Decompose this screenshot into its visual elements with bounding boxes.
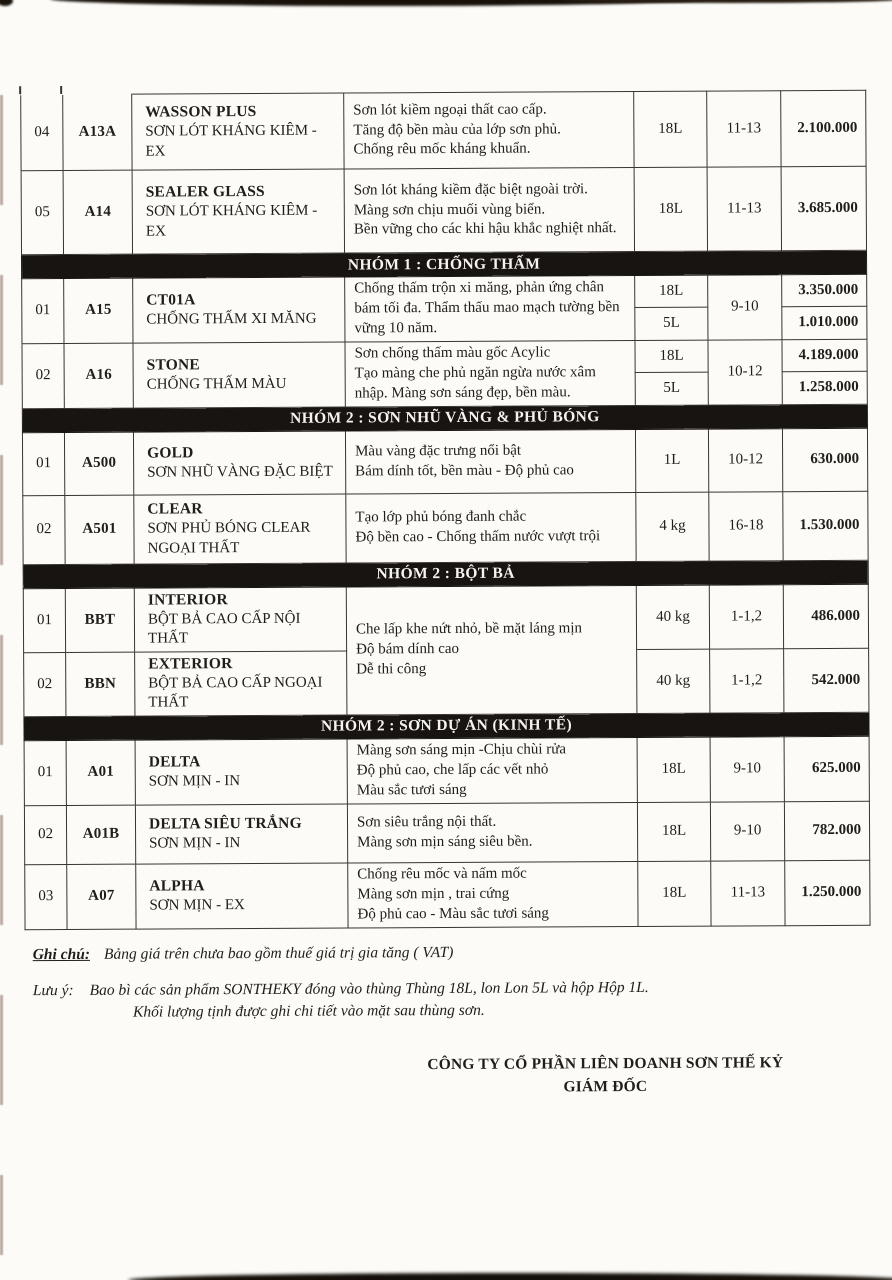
stt-cell: 01 <box>22 432 64 495</box>
product-name-cell <box>133 277 345 343</box>
stt-cell: 01 <box>24 740 66 805</box>
section-header: NHÓM 2 : BỘT BẢ <box>23 560 868 588</box>
size-cell: 40 kg <box>636 585 709 650</box>
product-name: DELTA SIÊU TRẮNG <box>148 814 302 833</box>
code-cell: A500 <box>64 432 133 495</box>
product-name: DELTA <box>148 753 201 771</box>
product-subname: SƠN NHŨ VÀNG ĐẶC BIỆT <box>147 463 333 481</box>
product-name: SEALER GLASS <box>145 182 265 201</box>
section-header: NHÓM 2 : SƠN DỰ ÁN (KINH TẾ) <box>24 712 869 740</box>
table-row <box>22 274 867 310</box>
product-subname: BỘT BẢ CAO CẤP NGOẠI THẤT <box>148 674 323 711</box>
description-cell: Sơn siêu trắng nội thất. Màng sơn mịn sáng siêu bền. <box>347 802 637 863</box>
price-cell: 2.100.000 <box>781 90 866 166</box>
stt-cell: 02 <box>22 343 64 408</box>
size-cell: 18L <box>635 340 708 372</box>
size-cell: 18L <box>634 167 707 251</box>
product-name-cell <box>136 863 348 929</box>
product-name: ALPHA <box>149 877 205 895</box>
description-cell: Sơn lót kháng kiềm đặc biệt ngoài trời. Màng sơn chịu muối vùng biển. Bền vững cho các khi hậu khắc nghiệt nhất. <box>344 168 634 254</box>
product-name-cell <box>135 651 347 716</box>
note-luu-y <box>33 975 892 1024</box>
stt-cell: 01 <box>23 588 65 652</box>
product-name-cell <box>132 93 344 170</box>
product-subname: CHỐNG THẤM XI MĂNG <box>146 310 317 328</box>
section-header: NHÓM 2 : SƠN NHŨ VÀNG & PHỦ BÓNG <box>22 404 867 432</box>
coverage-cell: 9-10 <box>710 802 784 861</box>
product-name: GOLD <box>147 444 194 462</box>
price-cell: 486.000 <box>783 584 868 649</box>
coverage-cell: 10-12 <box>708 428 782 491</box>
price-cell: 3.685.000 <box>781 166 866 250</box>
description-cell: Tạo lớp phủ bóng đanh chắc Độ bền cao - Chống thấm nước vượt trội <box>346 492 636 563</box>
product-subname: SƠN MỊN - IN <box>149 835 241 852</box>
coverage-cell: 1-1,2 <box>709 584 783 649</box>
stt-cell: 04 <box>21 95 63 171</box>
luu-y-text1: Bao bì các sản phẩm SONTHEKY đóng vào thùng Thùng 18L, lon Lon 5L và hộp Hộp 1L. <box>89 978 649 999</box>
code-cell: A16 <box>64 343 133 408</box>
product-name: WASSON PLUS <box>145 102 257 121</box>
coverage-cell: 10-12 <box>708 340 782 405</box>
coverage-cell: 9-10 <box>708 275 782 340</box>
stt-cell: 05 <box>21 171 63 255</box>
stt-cell: 01 <box>22 278 64 343</box>
product-name: CLEAR <box>147 500 203 518</box>
table-continuation-line <box>19 86 21 94</box>
coverage-cell: 9-10 <box>710 737 784 802</box>
size-cell: 18L <box>635 275 708 307</box>
size-cell: 40 kg <box>637 649 710 714</box>
table-row <box>22 339 867 375</box>
product-subname: CHỐNG THẤM MÀU <box>146 375 287 393</box>
code-cell: A501 <box>65 495 134 564</box>
stt-cell: 02 <box>23 495 65 564</box>
stt-cell: 02 <box>24 652 66 716</box>
size-cell: 1L <box>635 429 708 492</box>
code-cell: A01B <box>66 805 135 864</box>
coverage-cell: 1-1,2 <box>710 649 784 714</box>
code-cell: BBT <box>65 588 134 653</box>
size-cell: 5L <box>635 307 708 340</box>
product-name: CT01A <box>146 291 196 309</box>
coverage-cell: 11-13 <box>711 861 785 926</box>
product-subname: SƠN LÓT KHÁNG KIÊM - EX <box>145 202 318 240</box>
product-name: STONE <box>146 356 200 374</box>
size-cell: 5L <box>635 372 708 405</box>
ghi-chu-text: Bảng giá trên chưa bao gồm thuế giá trị gia tăng ( VAT) <box>103 943 454 963</box>
code-cell: A01 <box>66 740 135 805</box>
product-subname: SƠN PHỦ BÓNG CLEAR NGOẠI THẤT <box>147 519 311 557</box>
description-cell: Màu vàng đặc trưng nổi bật Bám dính tốt, bền màu - Độ phủ cao <box>345 429 635 494</box>
product-name-cell <box>133 342 345 408</box>
size-cell: 18L <box>637 802 710 861</box>
description-cell: Sơn chống thấm màu gốc Acylic Tạo màng che phủ ngăn ngừa nước xâm nhập. Màng sơn sáng đẹp, bền màu. <box>345 340 635 406</box>
product-name-cell <box>135 739 347 805</box>
stt-cell: 03 <box>25 864 67 929</box>
size-cell: 4 kg <box>636 492 709 561</box>
coverage-cell: 16-18 <box>709 491 783 560</box>
size-cell: 18L <box>634 91 707 167</box>
price-cell: 1.250.000 <box>785 860 870 925</box>
code-cell: A15 <box>64 278 133 343</box>
company-name: CÔNG TY CỔ PHẦN LIÊN DOANH SƠN THẾ KỶ <box>427 1053 784 1073</box>
size-cell: 18L <box>638 861 711 926</box>
product-subname: SƠN MỊN - EX <box>149 897 245 914</box>
description-cell: Chống thấm trộn xi măng, phản ứng chân bám tối đa. Thẩm thấu mao mạch tường bền vững 10 năm. <box>345 276 635 342</box>
price-cell: 1.010.000 <box>782 306 867 339</box>
code-cell: A13A <box>63 94 132 170</box>
product-name: INTERIOR <box>147 590 228 609</box>
price-table <box>20 90 870 930</box>
description-cell: Che lấp khe nứt nhỏ, bề mặt láng mịn Độ bám dính cao Dễ thi công <box>346 585 637 715</box>
code-cell: BBN <box>66 652 135 717</box>
luu-y-label: Lưu ý: <box>32 981 74 999</box>
price-cell: 3.350.000 <box>782 274 867 306</box>
luu-y-line2: Khối lượng tịnh được ghi chi tiết vào mặt sau thùng sơn. <box>132 1001 485 1021</box>
product-name-cell <box>134 587 346 652</box>
stt-cell: 02 <box>24 805 66 864</box>
price-cell: 1.530.000 <box>783 491 868 560</box>
price-cell: 625.000 <box>784 736 869 801</box>
table-row <box>25 860 870 929</box>
code-cell: A07 <box>67 864 136 929</box>
table-row <box>23 491 868 564</box>
product-subname: SƠN LÓT KHÁNG KIÊM - EX <box>145 122 317 160</box>
price-cell: 630.000 <box>782 428 867 491</box>
table-row <box>22 428 867 495</box>
note-ghi-chu <box>33 941 892 964</box>
price-cell: 782.000 <box>784 801 869 860</box>
section-header: NHÓM 1 : CHỐNG THẤM <box>22 250 867 278</box>
price-cell: 1.258.000 <box>782 371 867 404</box>
table-continuation-line <box>60 86 62 94</box>
table-row <box>21 166 866 254</box>
table-row <box>24 801 869 864</box>
scan-edge-left <box>0 95 3 1255</box>
product-name-cell <box>133 431 345 495</box>
coverage-cell: 11-13 <box>707 91 781 167</box>
table-row <box>21 90 866 170</box>
product-subname: BỘT BẢ CAO CẤP NỘI THẤT <box>147 610 301 647</box>
description-cell: Màng sơn sáng mịn -Chịu chùi rửa Độ phủ cao, che lấp các vết nhỏ Màu sắc tươi sáng <box>347 737 637 804</box>
director-title: GIÁM ĐỐC <box>563 1077 648 1096</box>
table-row <box>24 736 869 805</box>
size-cell: 18L <box>637 737 710 802</box>
price-cell: 542.000 <box>784 648 869 713</box>
product-name: EXTERIOR <box>148 654 233 673</box>
product-subname: SƠN MỊN - IN <box>148 773 241 790</box>
table-row <box>23 584 868 653</box>
product-name-cell <box>134 494 346 564</box>
code-cell: A14 <box>63 170 132 254</box>
price-cell: 4.189.000 <box>782 339 867 371</box>
coverage-cell: 11-13 <box>707 167 781 251</box>
signature-block <box>385 1051 825 1100</box>
scan-edge-bottom <box>128 1273 892 1280</box>
product-name-cell <box>132 169 344 254</box>
description-cell: Sơn lót kiềm ngoại thất cao cấp. Tăng độ bền màu của lớp sơn phủ. Chống rêu mốc kháng khuẩn. <box>344 92 634 170</box>
product-name-cell <box>135 804 347 864</box>
description-cell: Chống rêu mốc và nấm mốc Màng sơn mịn , trai cứng Độ phủ cao - Màu sắc tươi sáng <box>348 861 638 927</box>
ghi-chu-label: Ghi chú: <box>32 945 91 963</box>
